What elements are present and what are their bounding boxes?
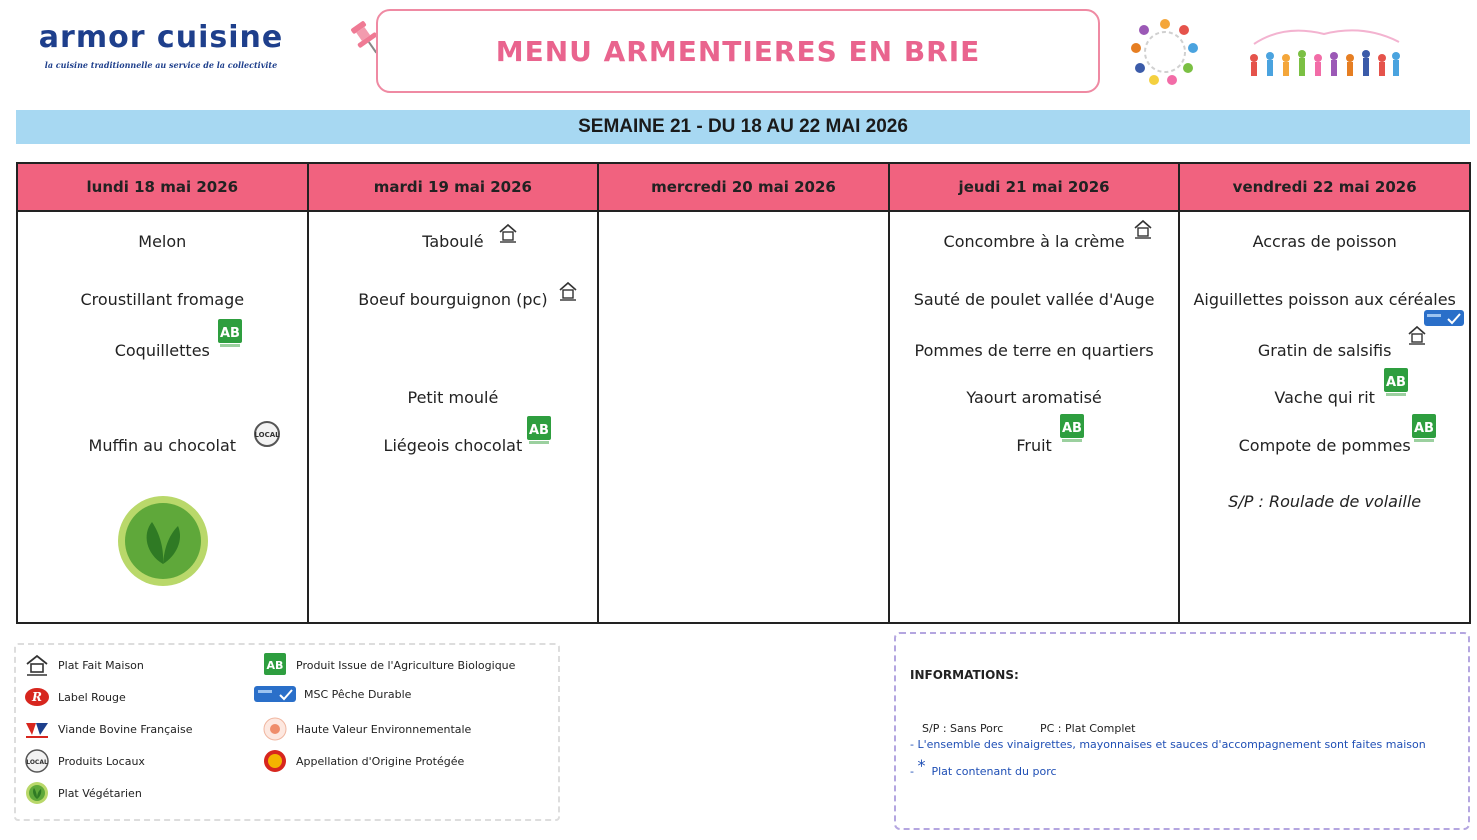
aop-icon — [262, 749, 288, 773]
bio-icon — [218, 319, 242, 349]
bio-icon — [527, 416, 551, 446]
svg-text:AB: AB — [1414, 421, 1435, 436]
page-title: MENU ARMENTIERES EN BRIE — [495, 34, 981, 68]
dish-item: S/P : Roulade de volaille — [1228, 492, 1422, 511]
day-column-thursday — [890, 164, 1181, 622]
homemade-icon — [557, 280, 579, 302]
bio-icon — [1060, 414, 1084, 444]
msc-icon — [1424, 310, 1464, 326]
bio-icon — [1412, 414, 1436, 444]
legend-label: Plat Végétarien — [58, 786, 142, 800]
pork-star-icon: * — [917, 756, 926, 775]
dish-item: Concombre à la crème — [943, 232, 1125, 251]
local-icon — [253, 420, 281, 448]
info-sauces-note: - L'ensemble des vinaigrettes, mayonnaises et sauces d'accompagnement sont faites maison — [910, 738, 1426, 751]
legend-label: Label Rouge — [58, 690, 126, 704]
dish-item: Coquillettes — [114, 341, 210, 360]
homemade-icon — [24, 653, 50, 677]
hve-icon — [262, 717, 288, 741]
legend-item — [254, 685, 411, 703]
week-banner — [16, 110, 1470, 144]
day-header: lundi 18 mai 2026 — [18, 164, 307, 212]
legend-item — [24, 653, 144, 677]
legend-item — [24, 781, 142, 805]
legend-label: Haute Valeur Environnementale — [296, 722, 472, 736]
bio-icon — [262, 653, 288, 677]
info-pork-note — [910, 756, 1057, 779]
day-column-wednesday — [599, 164, 890, 622]
dish-item: Boeuf bourguignon (pc) — [358, 290, 548, 309]
logo-name: armor cuisine — [38, 20, 284, 55]
legend-item — [262, 749, 464, 773]
day-column-friday — [1180, 164, 1469, 622]
dish-item: Yaourt aromatisé — [966, 388, 1102, 407]
legend-label: MSC Pêche Durable — [304, 687, 412, 701]
legend-label: Produit Issue de l'Agriculture Biologique — [296, 658, 516, 672]
dish-item: Liégeois chocolat — [383, 436, 523, 455]
company-logo — [30, 20, 292, 70]
homemade-icon — [497, 222, 519, 244]
svg-text:R: R — [32, 690, 42, 704]
legend-label: Plat Fait Maison — [58, 658, 144, 672]
title-box — [376, 9, 1100, 93]
dish-item: Aiguillettes poisson aux céréales — [1193, 290, 1456, 309]
legend-label: Viande Bovine Française — [58, 722, 193, 736]
dish-item: Compote de pommes — [1238, 436, 1411, 455]
homemade-icon — [1132, 218, 1154, 240]
week-label: SEMAINE 21 - DU 18 AU 22 MAI 2026 — [578, 116, 908, 137]
day-header: jeudi 21 mai 2026 — [890, 164, 1179, 212]
info-title: INFORMATIONS: — [910, 668, 1019, 682]
svg-text:AB: AB — [220, 326, 240, 341]
svg-text:AB: AB — [528, 423, 549, 438]
day-header: vendredi 22 mai 2026 — [1180, 164, 1469, 212]
legend-item — [262, 717, 471, 741]
dish-item: Fruit — [1016, 436, 1052, 455]
dish-item: Accras de poisson — [1252, 232, 1397, 251]
legend-label: Produits Locaux — [58, 754, 145, 768]
dish-item: Taboulé — [422, 232, 484, 251]
children-row-illustration — [1244, 24, 1406, 84]
svg-text:AB: AB — [266, 659, 284, 672]
bio-icon — [1384, 368, 1408, 398]
svg-text:LOCAL: LOCAL — [26, 759, 48, 766]
dish-item: Melon — [138, 232, 187, 251]
svg-text:LOCAL: LOCAL — [254, 431, 280, 439]
dish-item: Muffin au chocolat — [88, 436, 237, 455]
info-sans-porc: S/P : Sans Porc — [922, 722, 1004, 735]
dish-item: Gratin de salsifis — [1257, 341, 1392, 360]
children-circle-illustration — [1126, 14, 1204, 90]
label-rouge-icon — [24, 685, 50, 709]
dish-item: Croustillant fromage — [80, 290, 245, 309]
legend-label: Appellation d'Origine Protégée — [296, 754, 465, 768]
logo-tagline: la cuisine traditionnelle au service de la collectivite — [44, 60, 278, 70]
info-pork-prefix: - — [910, 765, 918, 778]
msc-icon — [254, 685, 296, 703]
vegetarian-icon — [116, 494, 210, 588]
day-column-tuesday — [309, 164, 600, 622]
dish-item: Pommes de terre en quartiers — [914, 341, 1154, 360]
svg-text:AB: AB — [1061, 421, 1082, 436]
legend-item — [24, 717, 192, 741]
menu-table — [16, 162, 1471, 624]
legend-item — [24, 685, 126, 709]
legend-item — [262, 653, 515, 677]
day-header: mardi 19 mai 2026 — [309, 164, 598, 212]
legend-box — [14, 643, 560, 821]
local-icon — [24, 749, 50, 773]
svg-text:AB: AB — [1386, 375, 1407, 390]
information-box — [894, 632, 1470, 830]
dish-item: Petit moulé — [407, 388, 499, 407]
day-column-monday — [18, 164, 309, 622]
dish-item: Vache qui rit — [1274, 388, 1375, 407]
homemade-icon — [1406, 324, 1428, 346]
dish-item: Sauté de poulet vallée d'Auge — [913, 290, 1155, 309]
day-header: mercredi 20 mai 2026 — [599, 164, 888, 212]
legend-item — [24, 749, 145, 773]
info-plat-complet: PC : Plat Complet — [1040, 722, 1136, 735]
french-beef-icon — [24, 717, 50, 741]
info-pork-text: Plat contenant du porc — [931, 765, 1057, 778]
vegetarian-icon — [24, 781, 50, 805]
